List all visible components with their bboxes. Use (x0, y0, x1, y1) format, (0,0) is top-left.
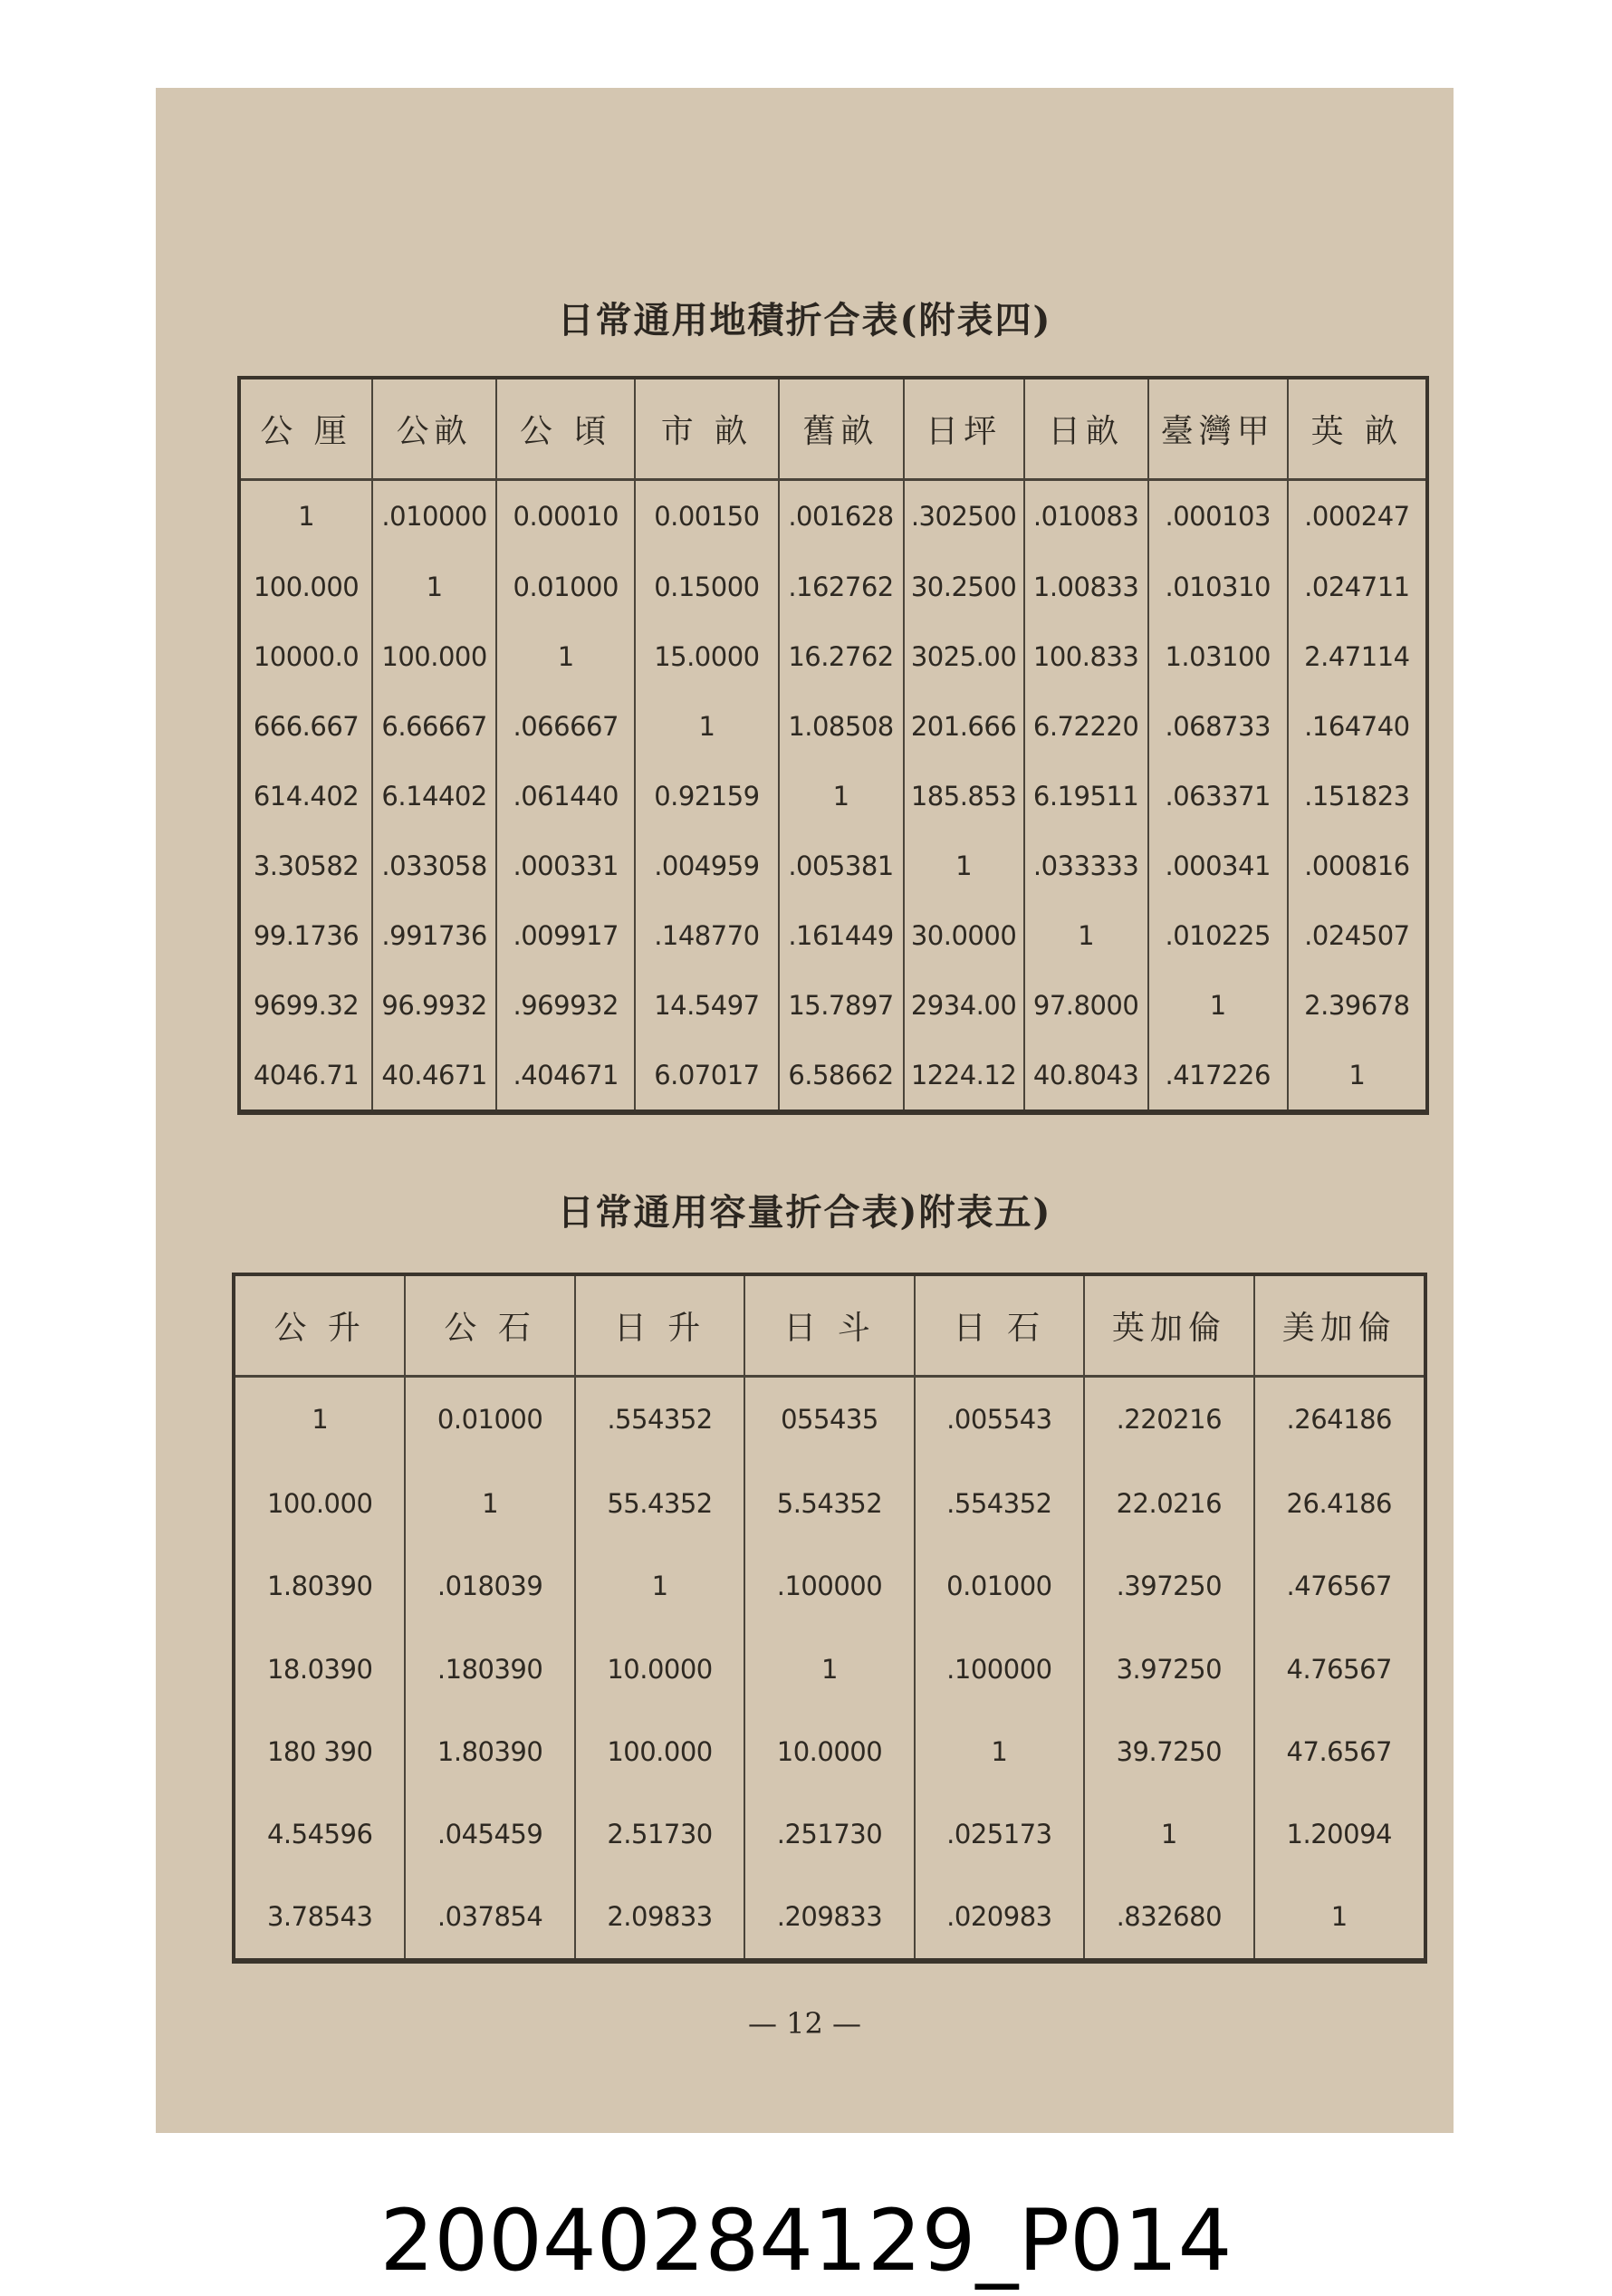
table-cell: 30.0000 (904, 900, 1024, 970)
table-cell: 1.80390 (405, 1710, 574, 1792)
table-row (235, 1710, 1424, 1792)
volume-conversion-table (232, 1273, 1427, 1964)
table-cell: .010225 (1148, 900, 1288, 970)
table-cell: 9699.32 (241, 970, 372, 1040)
column-header: 公 石 (405, 1276, 574, 1376)
table-cell: 2.09833 (575, 1876, 744, 1958)
table-cell: .302500 (904, 479, 1024, 552)
area-conversion-table (237, 376, 1429, 1115)
table-cell: .005381 (779, 831, 904, 900)
table-cell: 201.666 (904, 691, 1024, 761)
column-header: 英加倫 (1084, 1276, 1253, 1376)
document-page (156, 88, 1454, 2133)
table-cell: 1 (372, 552, 496, 621)
table-cell: 100.000 (235, 1462, 405, 1544)
table-row (235, 1876, 1424, 1958)
table-cell: .000247 (1304, 500, 1410, 532)
table-row (241, 621, 1425, 691)
table-cell: .251730 (744, 1792, 914, 1875)
column-header: 美加倫 (1254, 1276, 1424, 1376)
column-header: 日 升 (575, 1276, 744, 1376)
image-caption: 20040284129_P014 (379, 2192, 1233, 2291)
table-cell: 0.00010 (496, 479, 635, 552)
column-header: 日 石 (915, 1276, 1084, 1376)
table-cell: 1.03100 (1148, 621, 1288, 691)
table-cell: .397250 (1084, 1545, 1253, 1628)
table-cell: .209833 (744, 1876, 914, 1958)
table-cell: .005543 (915, 1376, 1084, 1462)
table-cell: .404671 (496, 1040, 635, 1110)
table-cell: 39.7250 (1084, 1710, 1253, 1792)
table-cell: 1 (1148, 970, 1288, 1040)
table-cell: 0.01000 (496, 552, 635, 621)
column-header: 日坪 (904, 379, 1024, 479)
table-cell: 26.4186 (1286, 1487, 1392, 1519)
column-header: 舊畝 (779, 379, 904, 479)
table-cell: 4.76567 (1286, 1653, 1392, 1685)
table-cell: .417226 (1148, 1040, 1288, 1110)
table-cell: 96.9932 (372, 970, 496, 1040)
table-cell: 10.0000 (575, 1628, 744, 1710)
column-header: 市 畝 (635, 379, 778, 479)
table-cell: 6.66667 (372, 691, 496, 761)
table-cell: .100000 (915, 1628, 1084, 1710)
table-cell: 1 (575, 1545, 744, 1628)
table-row (241, 1040, 1425, 1110)
table-cell: 100.000 (575, 1710, 744, 1792)
table-cell: 4046.71 (241, 1040, 372, 1110)
table-row (241, 831, 1425, 900)
table-cell: .025173 (915, 1792, 1084, 1875)
table-cell: 1 (915, 1710, 1084, 1792)
table-row (235, 1628, 1424, 1710)
table-cell: .033333 (1024, 831, 1148, 900)
table-cell: 2.51730 (575, 1792, 744, 1875)
table-cell: 6.58662 (779, 1040, 904, 1110)
table-cell: 1.00833 (1024, 552, 1148, 621)
table-cell: 100.000 (241, 552, 372, 621)
table-cell: 3.30582 (241, 831, 372, 900)
table-cell: 97.8000 (1024, 970, 1148, 1040)
table-row (241, 479, 1425, 552)
table-cell: 0.01000 (405, 1376, 574, 1462)
table-row (241, 900, 1425, 970)
table-cell: .024507 (1304, 919, 1410, 951)
table-cell: .020983 (915, 1876, 1084, 1958)
column-header: 日畝 (1024, 379, 1148, 479)
table-cell: .045459 (405, 1792, 574, 1875)
column-header: 公 厘 (241, 379, 372, 479)
table-cell: 1 (241, 479, 372, 552)
table-cell: 0.15000 (635, 552, 778, 621)
table-cell: .220216 (1084, 1376, 1253, 1462)
table-cell: .264186 (1286, 1404, 1392, 1436)
table-cell: .066667 (496, 691, 635, 761)
table-cell: .063371 (1148, 761, 1288, 831)
table-cell: 055435 (744, 1376, 914, 1462)
table-row (235, 1462, 1424, 1544)
table-cell: 1 (1330, 1901, 1348, 1933)
table-cell: 16.2762 (779, 621, 904, 691)
table-cell: .061440 (496, 761, 635, 831)
table-row (241, 761, 1425, 831)
table-cell: 1.80390 (235, 1545, 405, 1628)
table-cell: 14.5497 (635, 970, 778, 1040)
table-cell: .161449 (779, 900, 904, 970)
table-cell: 100.000 (372, 621, 496, 691)
table-cell: .162762 (779, 552, 904, 621)
table-cell: .010310 (1148, 552, 1288, 621)
table-cell: .000103 (1148, 479, 1288, 552)
table4-title: 日常通用地積折合表(附表四) (557, 299, 1052, 341)
table-cell: .000331 (496, 831, 635, 900)
column-header: 公畝 (372, 379, 496, 479)
table-cell: 185.853 (904, 761, 1024, 831)
table-cell: 1 (779, 761, 904, 831)
table-cell: 1 (405, 1462, 574, 1544)
table-cell: .068733 (1148, 691, 1288, 761)
table-cell: 1.08508 (779, 691, 904, 761)
table-cell: .180390 (405, 1628, 574, 1710)
table-cell: 40.8043 (1024, 1040, 1148, 1110)
table-cell: 5.54352 (744, 1462, 914, 1544)
table-cell: .148770 (635, 900, 778, 970)
table-cell: .151823 (1304, 780, 1410, 812)
table-cell: 180 390 (235, 1710, 405, 1792)
table5-title: 日常通用容量折合表)附表五) (557, 1191, 1052, 1234)
table-cell: .037854 (405, 1876, 574, 1958)
table-row (241, 691, 1425, 761)
table-cell: 0.00150 (635, 479, 778, 552)
table-cell: 40.4671 (372, 1040, 496, 1110)
table-cell: .024711 (1304, 571, 1410, 602)
table-cell: 3.97250 (1084, 1628, 1253, 1710)
table-cell: 10.0000 (744, 1710, 914, 1792)
table-row (241, 970, 1425, 1040)
table-cell: 1 (744, 1628, 914, 1710)
table-cell: .010000 (372, 479, 496, 552)
table-cell: 1 (235, 1376, 405, 1462)
table-cell: .554352 (575, 1376, 744, 1462)
table-cell: 10000.0 (241, 621, 372, 691)
table-cell: 2.47114 (1304, 640, 1410, 672)
table-cell: 6.19511 (1024, 761, 1148, 831)
table-cell: .009917 (496, 900, 635, 970)
table-cell: 30.2500 (904, 552, 1024, 621)
table-cell: .010083 (1024, 479, 1148, 552)
table-cell: .164740 (1304, 710, 1410, 742)
table-cell: 1 (1084, 1792, 1253, 1875)
page-number: — 12 — (747, 2006, 862, 2041)
table-cell: 666.667 (241, 691, 372, 761)
table-cell: 22.0216 (1084, 1462, 1253, 1544)
column-header: 公 頃 (496, 379, 635, 479)
table-cell: 100.833 (1024, 621, 1148, 691)
table-cell: 2.39678 (1304, 989, 1410, 1021)
table-cell: .033058 (372, 831, 496, 900)
table-cell: 15.7897 (779, 970, 904, 1040)
table-cell: .000341 (1148, 831, 1288, 900)
column-header: 英 畝 (1288, 379, 1425, 479)
table-row (241, 552, 1425, 621)
table-cell: 0.01000 (915, 1545, 1084, 1628)
table-cell: 6.72220 (1024, 691, 1148, 761)
table-cell: 0.92159 (635, 761, 778, 831)
column-header: 日 斗 (744, 1276, 914, 1376)
table-cell: 1224.12 (904, 1040, 1024, 1110)
table-cell: .476567 (1286, 1571, 1392, 1602)
table-cell: 614.402 (241, 761, 372, 831)
table-cell: 6.07017 (635, 1040, 778, 1110)
table-cell: 1.20094 (1286, 1819, 1392, 1850)
table-cell: .554352 (915, 1462, 1084, 1544)
table-cell: .018039 (405, 1545, 574, 1628)
table-cell: .004959 (635, 831, 778, 900)
column-header: 公 升 (235, 1276, 405, 1376)
column-header: 臺灣甲 (1148, 379, 1288, 479)
table-cell: 1 (1348, 1059, 1366, 1090)
table-cell: .991736 (372, 900, 496, 970)
table-row (235, 1545, 1424, 1628)
table-cell: .001628 (779, 479, 904, 552)
table-cell: 3025.00 (904, 621, 1024, 691)
table-cell: .000816 (1304, 850, 1410, 881)
table-row (235, 1792, 1424, 1875)
table-cell: 1 (1024, 900, 1148, 970)
table-cell: 6.14402 (372, 761, 496, 831)
table-cell: 15.0000 (635, 621, 778, 691)
table-cell: 4.54596 (235, 1792, 405, 1875)
table-cell: 1 (635, 691, 778, 761)
table-cell: 2934.00 (904, 970, 1024, 1040)
table-cell: 55.4352 (575, 1462, 744, 1544)
table-cell: 18.0390 (235, 1628, 405, 1710)
table-cell: .969932 (496, 970, 635, 1040)
table-cell: .100000 (744, 1545, 914, 1628)
table-cell: 1 (496, 621, 635, 691)
table-cell: 47.6567 (1286, 1735, 1392, 1767)
table-row (235, 1376, 1424, 1462)
table-cell: .832680 (1084, 1876, 1253, 1958)
table-cell: 99.1736 (241, 900, 372, 970)
table-cell: 3.78543 (235, 1876, 405, 1958)
table-cell: 1 (904, 831, 1024, 900)
